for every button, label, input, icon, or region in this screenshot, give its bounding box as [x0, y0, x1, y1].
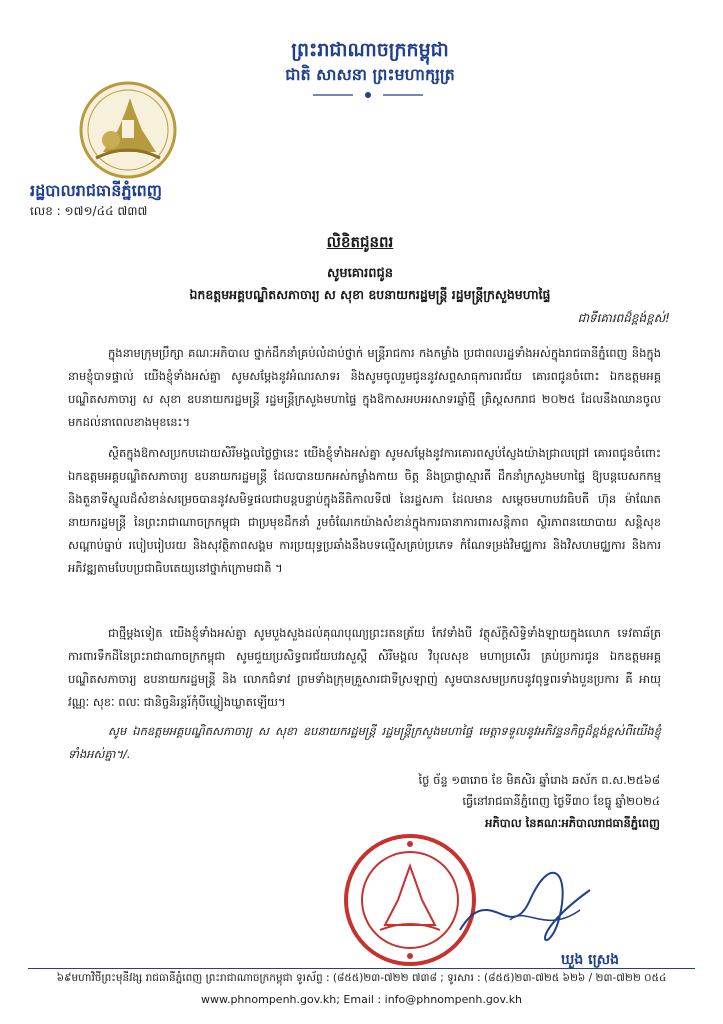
kingdom-heading: ព្រះរាជាណាចក្រកម្ពុជា — [291, 39, 449, 61]
paragraph-1: ក្នុងនាមក្រុមប្រឹក្សា គណៈអភិបាល ថ្នាក់ដឹកនាំគ្រប់លំដាប់ថ្នាក់ មន្ត្រីរាជការ កងកម្លាំង ប្រជាពលរដ្ឋទាំងអស់ក្នុងរាជធានីភ្នំពេញ និងក្នុងនាមខ្ញុំបាទផ្ទាល់ យើងខ្ញុំទាំងអស់គ្នា សូមសម្ដែងនូវអំណរសាទរ និងសូមចូលរួមជូននូវសព្ទសាធុការពរជ័យ គោរពជូនចំពោះ ឯកឧត្តមអគ្គបណ្ឌិតសភាចារ្យ ស សុខា ឧបនាយករដ្ឋមន្ត្រី រដ្ឋមន្ត្រីក្រសួងមហាផ្ទៃ ក្នុងឱកាសអបអរសាទរឆ្នាំថ្មី គ្រិស្តសករាជ ២០២៥ ដែលនឹងឈានចូលមកដល់នាពេលខាងមុខនេះ។ — [68, 346, 661, 429]
paragraph-4: សូម ឯកឧត្តមអគ្គបណ្ឌិតសភាចារ្យ ស សុខា ឧបនាយករដ្ឋមន្ត្រី រដ្ឋមន្ត្រីក្រសួងមហាផ្ទៃ មេត្តាទទួលនូវអភិវន្ទនកិច្ចដ៏ខ្ពង់ខ្ពស់ពីយើងខ្ញុំទាំងអស់គ្នា។/. — [68, 724, 661, 761]
paragraph-2: ស្ថិតក្នុងឱកាសប្រកបដោយសិរីមង្គលថ្លៃថ្លានេះ យើងខ្ញុំទាំងអស់គ្នា សូមសម្ដែងនូវការគោរពស្ញប់ស្ញែងយ៉ាងជ្រាលជ្រៅ គោរពជូនចំពោះ ឯកឧត្តមអគ្គបណ្ឌិតសភាចារ្យ ឧបនាយករដ្ឋមន្ត្រី ដែលបានយកអស់កម្លាំងកាយ ចិត្ត និងប្រាជ្ញាស្មារតី ដឹកនាំក្រសួងមហាផ្ទៃ ឱ្យបន្តបេសកកម្ម និងតួនាទីស្នូលដ៏សំខាន់សម្រេចបាននូវសមិទ្ធផលជាបន្តបន្ទាប់ក្នុងនីតិកាលទី៧ នៃរដ្ឋសភា ដែលមាន សម្ដេចមហាបវរធិបតី ហ៊ុន ម៉ាណែត នាយករដ្ឋមន្ត្រី នៃព្រះរាជាណាចក្រកម្ពុជា ជាប្រមុខដឹកនាំ រួមចំណែកយ៉ាងសំខាន់ក្នុងការធានាការពារសន្តិភាព ស្ថិរភាពនយោបាយ សន្តិសុខ សណ្ដាប់ធ្នាប់ របៀបរៀបរយ និងសុវត្ថិភាពសង្គម ការប្រយុទ្ធប្រឆាំងនឹងបទល្មើសគ្រប់ប្រភេទ កំណែទម្រង់វិមជ្ឈការ និងវិសហមជ្ឈការ និងការអភិវឌ្ឍតាមបែបប្រជាធិបតេយ្យនៅថ្នាក់ក្រោមជាតិ ។ — [68, 446, 661, 575]
footer-divider — [28, 968, 695, 969]
signatory-title: អភិបាល នៃគណៈអភិបាលរាជធានីភ្នំពេញ — [485, 816, 660, 830]
sender-organization: រដ្ឋបាលរាជធានីភ្នំពេញ — [30, 181, 163, 200]
salutation: សូមគោរពជូន — [326, 266, 393, 281]
signature-icon — [450, 860, 600, 950]
national-motto: ជាតិ សាសនា ព្រះមហាក្សត្រ — [285, 65, 455, 84]
lunar-date: ថ្ងៃ ច័ន្ទ ១៣រោច ខែ មិគសិរ ឆ្នាំរោង ឆស័ក ព.ស.២៥៦៨ — [418, 773, 660, 787]
solar-date: ធ្វើនៅរាជធានីភ្នំពេញ ថ្ងៃទី៣០ ខែធ្នូ ឆ្នាំ២០២៤ — [462, 794, 660, 808]
document-title: លិខិតជូនពរ — [326, 233, 394, 251]
motto-ornament — [313, 90, 423, 100]
signer-name: ឃួង ស្រេង — [561, 952, 619, 968]
footer-address: ៦៩មហាវិថីព្រះមុនីវង្ស រាជធានីភ្នំពេញ ព្រះរាជាណាចក្រកម្ពុជា ទូរស័ព្ទ : (៨៥៥)២៣-៧២២ ៧៣៨ ; ទូរសារ : (៨៥៥)២៣-៧២៥ ៦២៦ / ២៣-៧២២ ០៥៤ — [56, 972, 667, 984]
phnom-penh-logo-icon — [78, 80, 178, 180]
respectful-closing: ជាទីគោរពដ៏ខ្ពង់ខ្ពស់! — [577, 311, 670, 325]
reference-number: លេខ : ១៧១/៤៤ ៧៣៧ — [30, 204, 148, 218]
footer-contact: www.phnompenh.gov.kh; Email : info@phnompenh.gov.kh — [200, 993, 523, 1006]
recipient: ឯកឧត្តមអគ្គបណ្ឌិតសភាចារ្យ ស សុខា ឧបនាយករដ្ឋមន្ត្រី រដ្ឋមន្ត្រីក្រសួងមហាផ្ទៃ — [189, 287, 551, 302]
paragraph-3: ជាថ្មីម្ដងទៀត យើងខ្ញុំទាំងអស់គ្នា សូមបួងសួងដល់គុណបុណ្យព្រះរតនត្រ័យ កែវទាំងបី វត្ថុស័ក្តិសិទ្ធិទាំងឡាយក្នុងលោក ទេវតាឆ័ត្រការពារទឹកដីនៃព្រះរាជាណាចក្រកម្ពុជា សូមជួយប្រសិទ្ធពរជ័យបវរសួស្ដី សិរីមង្គល វិបុលសុខ មហាប្រសើរ គ្រប់ប្រការជូន ឯកឧត្តមអគ្គបណ្ឌិតសភាចារ្យ ឧបនាយករដ្ឋមន្ត្រី និង លោកជំទាវ ព្រមទាំងក្រុមគ្រួសារជាទីស្រឡាញ់ សូមបានសមប្រកបនូវពុទ្ធពរទាំងបួនប្រការ គឺ អាយុ វណ្ណៈ សុខៈ ពលៈ ជានិច្ចនិរន្តរ៍កុំបីឃ្លៀងឃ្លាតឡើយ។ — [68, 626, 661, 709]
